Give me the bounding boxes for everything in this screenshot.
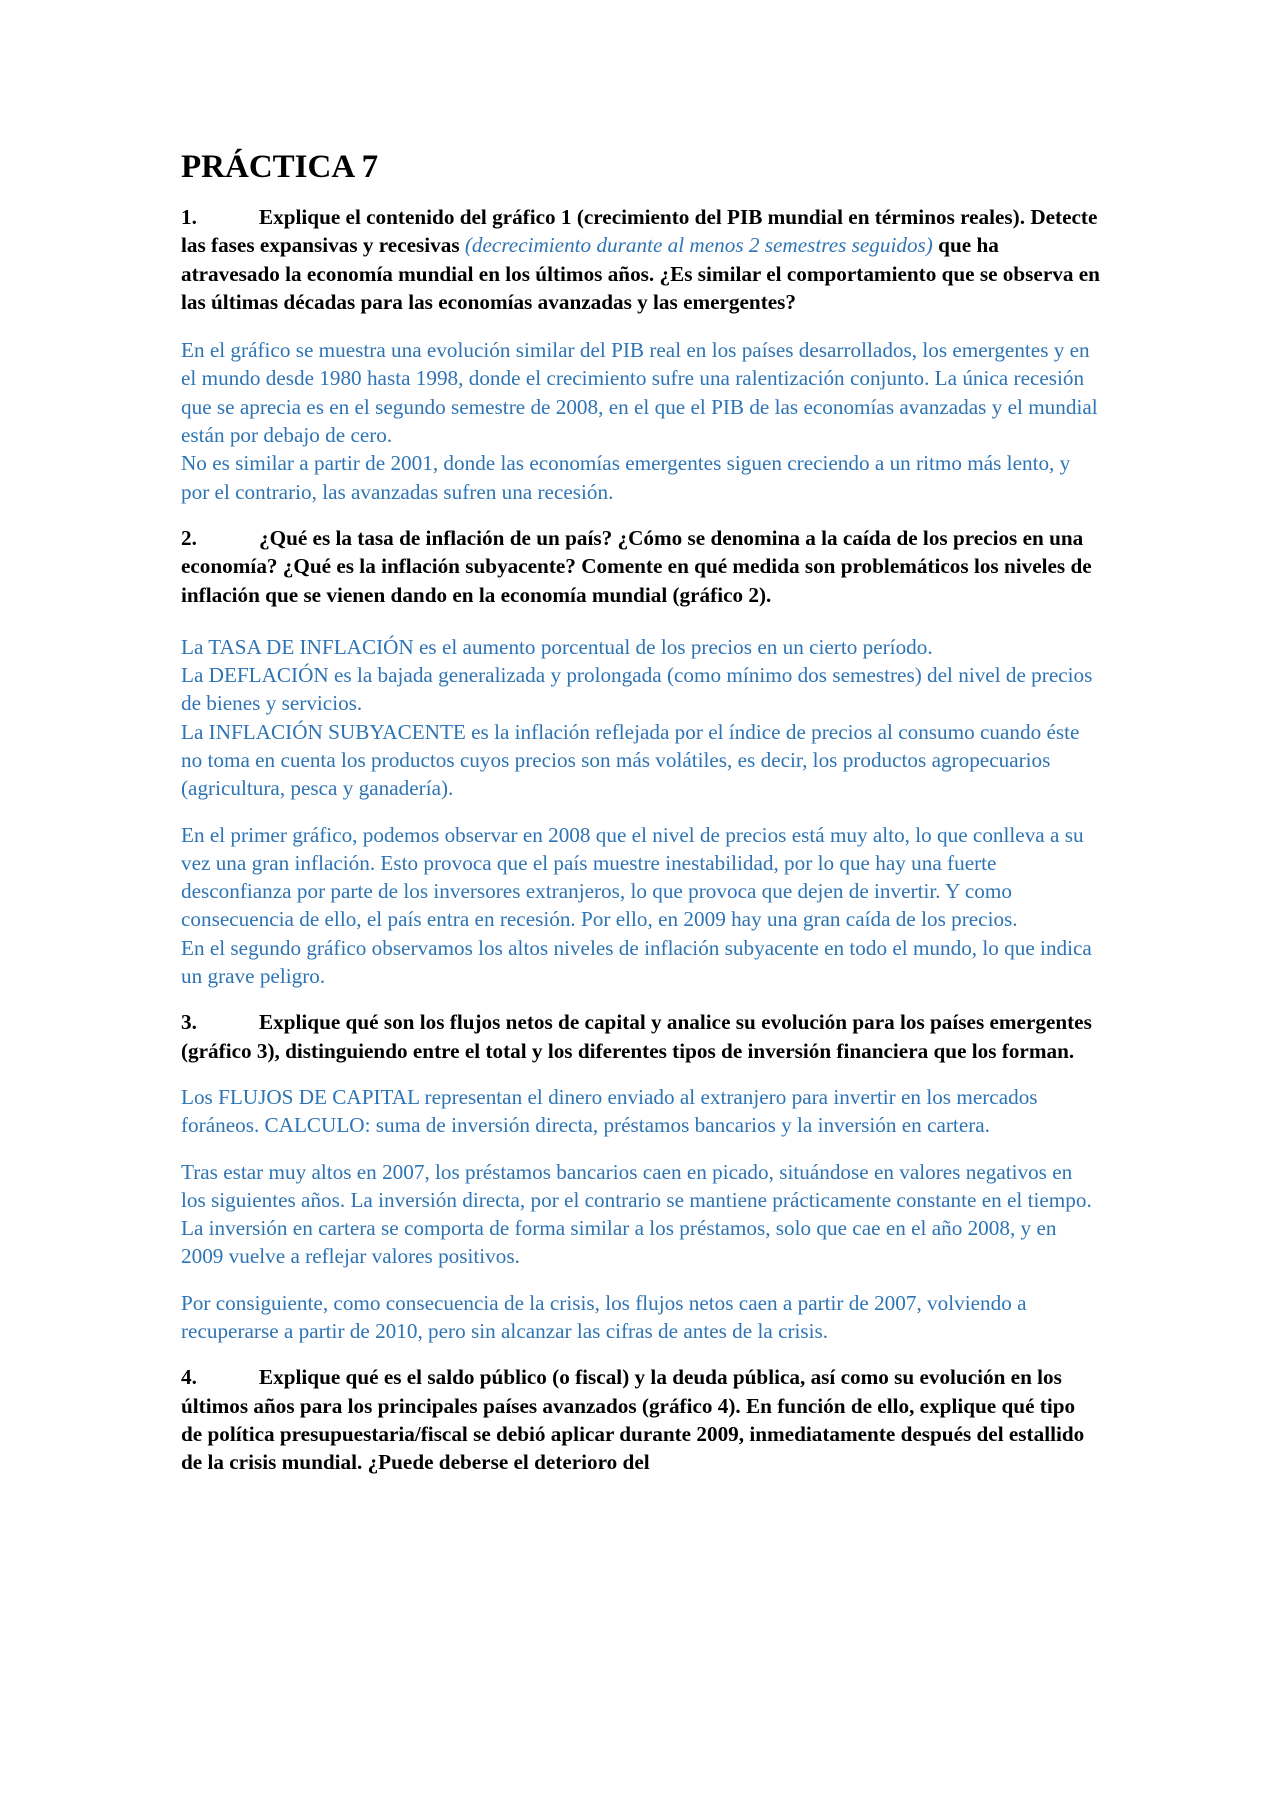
answer-1: [181, 336, 1100, 506]
question-number: 4.: [181, 1365, 197, 1390]
definition-deflation: La DEFLACIÓN es la bajada generalizada y prolongada (como mínimo dos semestres) del nivel de precios de bienes y servicios.: [181, 663, 1093, 716]
question-text: Explique qué es el saldo público (o fiscal) y la deuda pública, así como su evolución en los últimos años para los principales países avanzados (gráfico 4). En función de ello, explique qué tipo de política presupuestaria/fiscal se debió aplicar durante 2009, inmediatamente después del estallido de la crisis mundial. ¿Puede deberse el deterioro del: [181, 1365, 1085, 1475]
question-1: [181, 203, 1100, 316]
answer-2-analysis: [181, 821, 1100, 991]
question-number: 2.: [181, 525, 197, 550]
question-4: [181, 1363, 1100, 1476]
question-text: que ha atravesado la economía mundial en los últimos años. ¿Es similar el comportamiento que se observa en las últimas décadas para las economías avanzadas y las emergentes?: [181, 233, 1100, 314]
question-number: 3.: [181, 1010, 197, 1035]
answer-paragraph: En el gráfico se muestra una evolución similar del PIB real en los países desarrollados, los emergentes y en el mundo desde 1980 hasta 1998, donde el crecimiento sufre una ralentización conjunto. La única recesión que se aprecia es en el segundo semestre de 2008, en el que el PIB de las economías avanzadas y el mundial están por debajo de cero.: [181, 338, 1098, 448]
answer-paragraph: En el segundo gráfico observamos los altos niveles de inflación subyacente en todo el mundo, lo que indica un grave peligro.: [181, 935, 1092, 989]
answer-2-definitions: [181, 633, 1100, 803]
answer-paragraph: En el primer gráfico, podemos observar en 2008 que el nivel de precios está muy alto, lo que conlleva a su vez una gran inflación. Esto provoca que el país muestre inestabilidad, por lo que hay una fuerte desconfianza por parte de los inversores extranjeros, lo que provoca que dejen de invertir. Y como consecuencia de ello, el país entra en recesión. Por ello, en 2009 hay una gran caída de los precios.: [181, 822, 1084, 932]
question-text: ¿Qué es la tasa de inflación de un país? ¿Cómo se denomina a la caída de los precios en una economía? ¿Qué es la inflación subyacente? Comente en qué medida son problemáticos los niveles de inflación que se vienen dando en la economía mundial (gráfico 2).: [181, 525, 1092, 607]
answer-3-definition: Los FLUJOS DE CAPITAL representan el dinero enviado al extranjero para invertir en los mercados foráneos. CALCULO: suma de inversión directa, préstamos bancarios y la inversión en cartera.: [181, 1084, 1038, 1138]
question-3: [181, 1008, 1100, 1065]
question-number: 1.: [181, 204, 197, 229]
question-text: Explique el contenido del gráfico 1 (crecimiento del PIB mundial en términos reales). Detecte las fases expansivas y recesivas: [181, 204, 1098, 258]
page-title: PRÁCTICA 7: [181, 149, 379, 185]
question-hint: (decrecimiento durante al menos 2 semestres seguidos): [464, 233, 933, 258]
answer-paragraph: No es similar a partir de 2001, donde las economías emergentes siguen creciendo a un ritmo más lento, y por el contrario, las avanzadas sufren una recesión.: [181, 451, 1071, 504]
answer-3-conclusion: Por consiguiente, como consecuencia de la crisis, los flujos netos caen a partir de 2007, volviendo a recuperarse a partir de 2010, pero sin alcanzar las cifras de antes de la crisis.: [181, 1290, 1027, 1344]
question-2: [181, 524, 1100, 609]
definition-inflation: La TASA DE INFLACIÓN es el aumento porcentual de los precios en un cierto período.: [181, 634, 933, 659]
question-text: Explique qué son los flujos netos de capital y analice su evolución para los países emergentes (gráfico 3), distinguiendo entre el total y los diferentes tipos de inversión financiera que los forman.: [181, 1010, 1092, 1063]
definition-core-inflation: La INFLACIÓN SUBYACENTE es la inflación reflejada por el índice de precios al consumo cuando éste no toma en cuenta los productos cuyos precios son más volátiles, es decir, los productos agropecuarios (agricultura, pesca y ganadería).: [181, 719, 1080, 801]
answer-3-evolution: Tras estar muy altos en 2007, los préstamos bancarios caen en picado, situándose en valores negativos en los siguientes años. La inversión directa, por el contrario se mantiene prácticamente constante en el tiempo. La inversión en cartera se comporta de forma similar a los préstamos, solo que cae en el año 2008, y en 2009 vuelve a reflejar valores positivos.: [181, 1159, 1092, 1269]
